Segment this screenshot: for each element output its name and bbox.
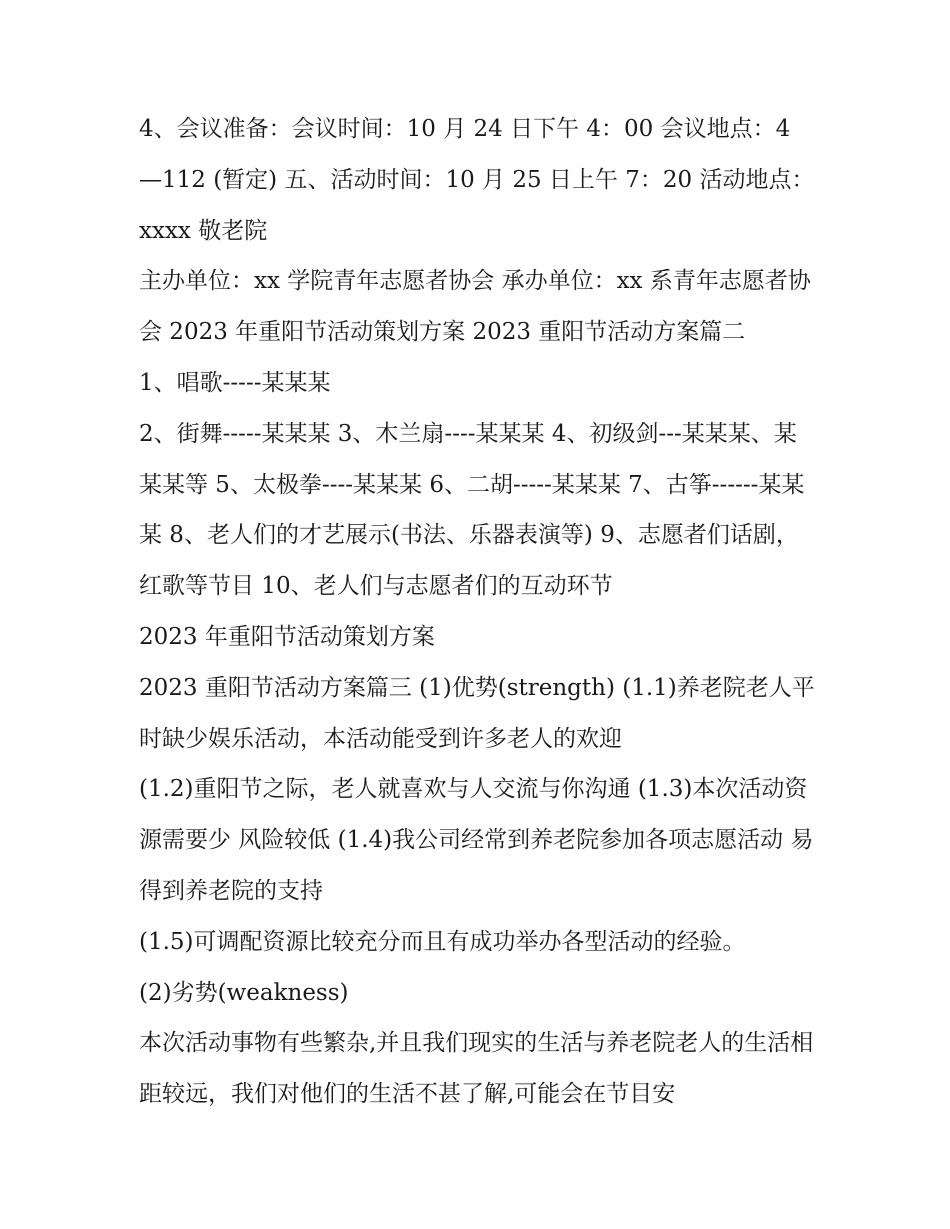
document-body [139, 104, 819, 1120]
paragraph-program-list: 2、街舞-----某某某 3、木兰扇----某某某 4、初级剑---某某某、某某某等 5、太极拳----某某某 6、二胡-----某某某 7、古筝------某某某 8、老人们的才艺展示(书法、乐器表演等) 9、志愿者们话剧，红歌等节目 10、老人们与志愿者们的互动环节 [139, 420, 805, 600]
paragraph-weakness-heading: (2)劣势(weakness) [139, 979, 349, 1006]
paragraph-strengths: 2023 重阳节活动方案篇三 (1)优势(strength) (1.1)养老院老人平时缺少娱乐活动，本活动能受到许多老人的欢迎 [139, 674, 815, 752]
paragraph-program-item-1: 1、唱歌-----某某某 [139, 369, 331, 396]
paragraph-resources: (1.5)可调配资源比较充分而且有成功举办各型活动的经验。 [139, 928, 746, 955]
paragraph-weakness-detail: 本次活动事物有些繁杂,并且我们现实的生活与养老院老人的生活相距较远，我们对他们的生活不甚了解,可能会在节目安 [139, 1030, 814, 1108]
paragraph-plan-title: 2023 年重阳节活动策划方案 [139, 623, 435, 650]
paragraph-organizers: 主办单位：xx 学院青年志愿者协会 承办单位：xx 系青年志愿者协会 2023 年重阳节活动策划方案 2023 重阳节活动方案篇二 [139, 268, 811, 346]
paragraph-strengths-detail: (1.2)重阳节之际，老人就喜欢与人交流与你沟通 (1.3)本次活动资源需要少 风险较低 (1.4)我公司经常到养老院参加各项志愿活动 易得到养老院的支持 [139, 776, 814, 904]
paragraph-meeting-prep: 4、会议准备：会议时间：10 月 24 日下午 4：00 会议地点：4 —112 (暂定) 五、活动时间：10 月 25 日上午 7：20 活动地点：xxxx 敬老院 [139, 116, 815, 244]
